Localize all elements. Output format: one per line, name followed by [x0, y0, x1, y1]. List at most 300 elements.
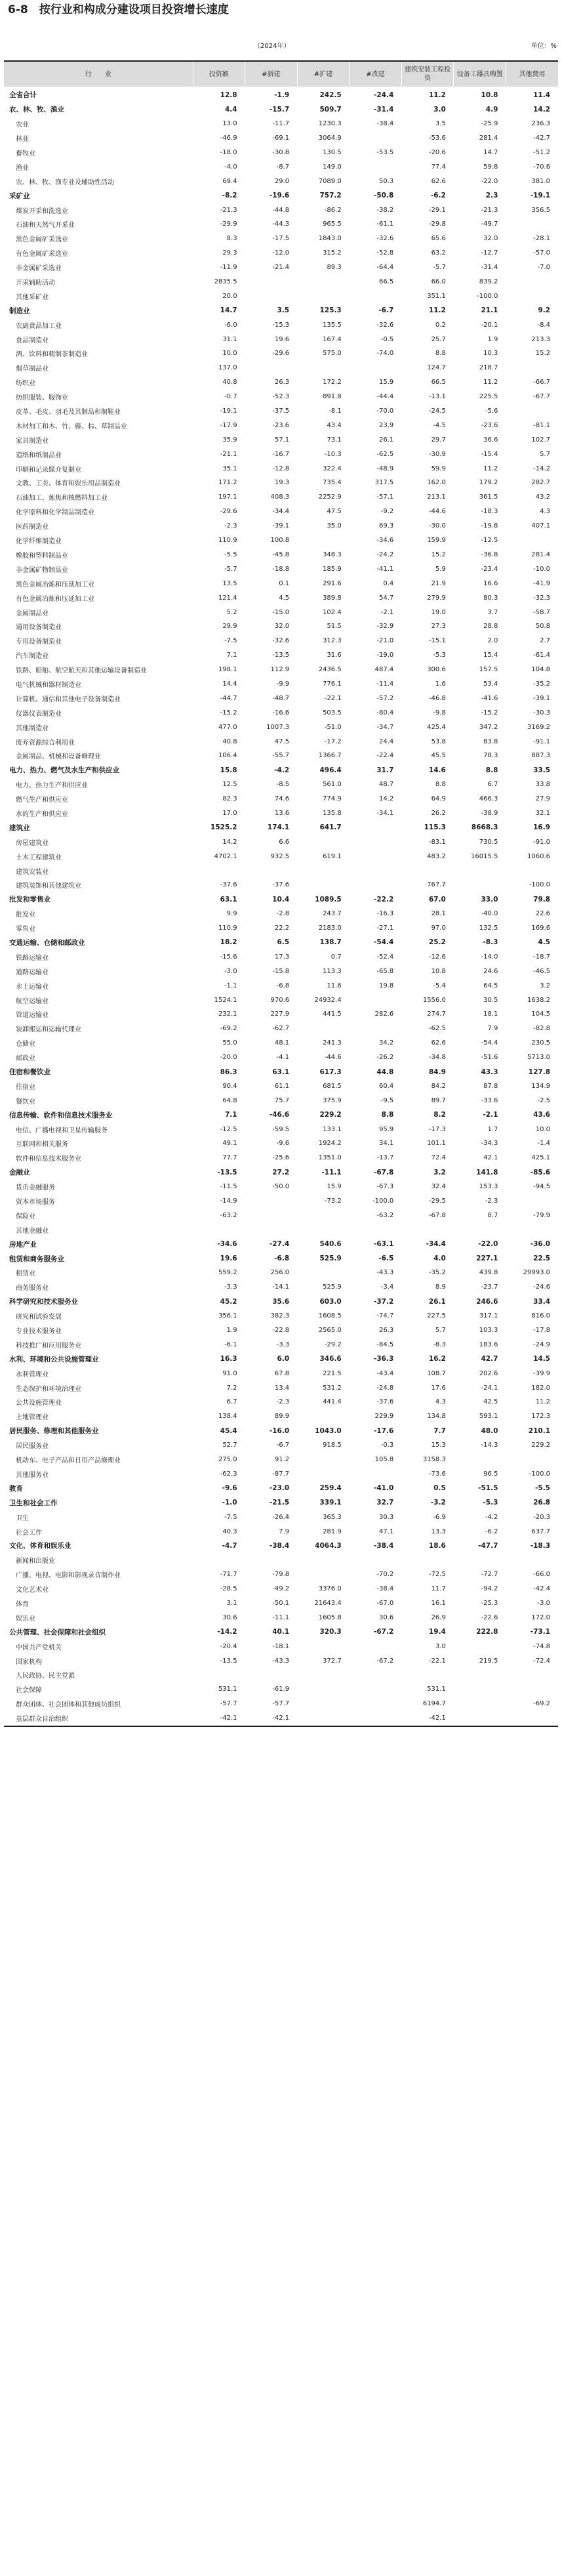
expansion-value: 603.0 — [319, 1297, 342, 1306]
investment-value: -8.2 — [222, 192, 237, 200]
industry-label: 社会保障 — [16, 1687, 42, 1695]
reconstruction-value: -84.5 — [376, 1340, 394, 1348]
investment-value: 91.0 — [222, 1369, 237, 1377]
industry-subcategory-row — [4, 907, 558, 921]
industry-subcategory-row — [4, 1510, 558, 1524]
industry-subcategory-row — [4, 1582, 558, 1596]
new-value: -45.8 — [272, 551, 290, 558]
other-value: -24.9 — [533, 1340, 550, 1348]
expansion-value: 7089.0 — [318, 177, 342, 185]
reconstruction-value: -17.6 — [374, 1426, 394, 1435]
reconstruction-value: -38.4 — [376, 1585, 394, 1593]
industry-label: 农、林、牧、渔业 — [9, 106, 64, 114]
equipment-value: 2.0 — [487, 637, 498, 645]
industry-subcategory-row — [4, 734, 558, 749]
industry-label: 居民服务、修理和其他服务业 — [9, 1427, 99, 1436]
construction-value: 77.4 — [431, 163, 446, 171]
industry-subcategory-row — [4, 519, 558, 533]
expansion-value — [297, 1409, 350, 1424]
other-value: 637.7 — [531, 1527, 550, 1535]
reconstruction-value: -34.7 — [376, 723, 394, 731]
construction-value: -22.1 — [428, 1657, 446, 1665]
other-value: -58.7 — [533, 608, 550, 616]
equipment-value: -15.2 — [481, 709, 498, 717]
equipment-value: -51.5 — [478, 1484, 498, 1493]
construction-value: -5.4 — [433, 982, 446, 989]
other-value — [506, 217, 558, 232]
industry-label: 石油加工、炼焦和核燃料加工业 — [16, 495, 108, 503]
other-value: 14.5 — [533, 1355, 550, 1363]
other-value: 887.3 — [531, 752, 550, 760]
reconstruction-value: -32.9 — [376, 623, 394, 631]
equipment-value: -49.7 — [481, 220, 498, 228]
new-value: -23.0 — [269, 1484, 290, 1493]
new-value: -4.2 — [274, 766, 290, 774]
industry-label: 公共管理、社会保障和社会组织 — [9, 1628, 106, 1636]
construction-value: 16.1 — [431, 1599, 446, 1607]
equipment-value: 59.8 — [483, 163, 498, 171]
new-value: -12.8 — [272, 465, 290, 472]
construction-value: -8.3 — [433, 1340, 446, 1348]
other-value: -14.2 — [533, 465, 550, 472]
other-value: 172.3 — [531, 1413, 550, 1421]
reconstruction-value: -67.8 — [374, 1168, 394, 1176]
industry-label: 文教、工美、体育和娱乐用品制造业 — [16, 480, 121, 488]
construction-value: 11.2 — [428, 91, 446, 99]
construction-value: 279.9 — [427, 594, 446, 602]
industry-subcategory-row — [4, 1337, 558, 1352]
new-value: -37.5 — [272, 407, 290, 415]
investment-value: 15.8 — [220, 766, 237, 774]
construction-value: 351.1 — [427, 292, 446, 300]
investment-value: -37.6 — [220, 881, 237, 889]
industry-label: 有色金属矿采选业 — [16, 251, 68, 259]
expansion-value: 21643.4 — [314, 1599, 342, 1607]
investment-value: 12.5 — [222, 781, 237, 789]
industry-subcategory-row — [4, 1381, 558, 1395]
investment-value: 40.3 — [222, 1527, 237, 1535]
investment-value: 40.8 — [222, 379, 237, 386]
construction-value: 7.7 — [433, 1426, 446, 1435]
expansion-value: 509.7 — [319, 105, 342, 114]
investment-value: -69.2 — [220, 1025, 237, 1033]
expansion-value: 348.3 — [323, 551, 342, 558]
new-value: 10.4 — [272, 895, 290, 904]
industry-subcategory-row — [4, 1639, 558, 1653]
construction-value: -6.9 — [433, 1513, 446, 1521]
expansion-value: -86.2 — [324, 206, 342, 214]
equipment-value: 225.5 — [479, 393, 498, 401]
industry-label: 采矿业 — [9, 192, 30, 200]
reconstruction-value: 19.8 — [379, 982, 394, 989]
industry-label: 居民服务业 — [16, 1443, 49, 1451]
other-value: -69.2 — [533, 1700, 550, 1708]
other-value: 43.6 — [533, 1111, 550, 1119]
industry-subcategory-row — [4, 749, 558, 763]
industry-subcategory-row — [4, 720, 558, 734]
industry-category-row — [4, 1625, 558, 1639]
equipment-value: -25.3 — [481, 1599, 498, 1607]
equipment-value: -41.6 — [481, 694, 498, 702]
equipment-value: 7.9 — [487, 1025, 498, 1033]
equipment-value — [454, 1668, 506, 1682]
reconstruction-value — [350, 835, 402, 849]
investment-value: -63.2 — [220, 1211, 237, 1219]
other-value: 26.8 — [533, 1499, 550, 1507]
equipment-value: 16015.5 — [471, 852, 498, 860]
equipment-value — [454, 1697, 506, 1711]
reconstruction-value: -11.4 — [376, 680, 394, 688]
table-body — [4, 87, 558, 1726]
equipment-value: 10.3 — [483, 350, 498, 358]
investment-value: 6.7 — [226, 1398, 237, 1406]
reconstruction-value — [350, 1222, 402, 1237]
industry-subcategory-row — [4, 1610, 558, 1625]
reconstruction-value — [350, 863, 402, 878]
new-value: 970.6 — [270, 996, 290, 1004]
other-value: -94.5 — [533, 1183, 550, 1191]
new-value: -61.9 — [272, 1686, 290, 1693]
other-value: -17.8 — [533, 1327, 550, 1335]
equipment-value: -14.0 — [481, 953, 498, 961]
industry-subcategory-row — [4, 275, 558, 289]
other-value: -100.0 — [529, 1470, 550, 1478]
new-value: 382.3 — [270, 1312, 290, 1320]
equipment-value: 466.3 — [479, 795, 498, 803]
investment-value: 9.9 — [226, 910, 237, 918]
construction-value — [401, 1553, 454, 1568]
reconstruction-value: -44.4 — [376, 393, 394, 401]
other-value — [506, 289, 558, 303]
expansion-value: 372.7 — [323, 1657, 342, 1665]
equipment-value: 202.6 — [479, 1369, 498, 1377]
equipment-value: -8.3 — [483, 938, 498, 947]
construction-value: 300.6 — [427, 666, 446, 674]
construction-value: 3.0 — [433, 105, 446, 114]
construction-value: 15.2 — [431, 551, 446, 558]
investment-value: -21.3 — [220, 206, 237, 214]
construction-value: 227.5 — [427, 1312, 446, 1320]
equipment-value: 11.2 — [483, 465, 498, 472]
other-value: 5.7 — [540, 450, 550, 458]
investment-value: -15.2 — [220, 709, 237, 717]
investment-value: 63.1 — [220, 895, 237, 904]
industry-label: 建筑业 — [9, 823, 30, 832]
equipment-value: -22.6 — [481, 1613, 498, 1621]
construction-value: 115.3 — [424, 823, 446, 832]
investment-value: 90.4 — [222, 1082, 237, 1090]
new-value: -44.3 — [272, 220, 290, 228]
other-value: 281.4 — [531, 551, 550, 558]
construction-value: 6194.7 — [422, 1700, 446, 1708]
reconstruction-value: 487.4 — [374, 666, 394, 674]
equipment-value: 153.3 — [479, 1183, 498, 1191]
investment-value: 4.4 — [224, 105, 237, 114]
industry-subcategory-row — [4, 260, 558, 275]
new-value — [245, 275, 298, 289]
construction-value: 19.0 — [431, 608, 446, 616]
other-value: -28.1 — [533, 235, 550, 243]
investment-value: 77.7 — [222, 1154, 237, 1162]
industry-subcategory-row — [4, 1697, 558, 1711]
construction-value: 29.7 — [431, 436, 446, 444]
reconstruction-value: -3.4 — [380, 1283, 394, 1291]
other-value — [506, 275, 558, 289]
header-other: 其他费用 — [506, 61, 558, 87]
construction-value: 53.8 — [431, 737, 446, 745]
equipment-value — [454, 878, 506, 892]
reconstruction-value: -70.0 — [376, 407, 394, 415]
reconstruction-value — [350, 1682, 402, 1697]
expansion-value: 525.9 — [323, 1283, 342, 1291]
investment-value: -29.9 — [220, 220, 237, 228]
construction-value: 27.3 — [431, 623, 446, 631]
expansion-value: 113.3 — [323, 967, 342, 975]
industry-subcategory-row — [4, 232, 558, 246]
investment-value: 1525.2 — [211, 823, 237, 832]
new-value: 57.1 — [274, 436, 290, 444]
construction-value: -42.1 — [428, 1714, 446, 1722]
new-value: -6.8 — [274, 1255, 290, 1263]
expansion-value: 441.5 — [323, 1010, 342, 1018]
investment-value: -11.9 — [220, 264, 237, 272]
construction-value: 17.6 — [431, 1384, 446, 1392]
investment-value: 138.4 — [218, 1413, 237, 1421]
reconstruction-value: -54.4 — [374, 938, 394, 947]
expansion-value: 242.5 — [319, 91, 342, 99]
construction-value: 21.9 — [431, 579, 446, 587]
investment-value: 106.4 — [218, 752, 237, 760]
other-value — [506, 1453, 558, 1467]
construction-value: 16.2 — [428, 1355, 446, 1363]
construction-value: -83.1 — [428, 838, 446, 846]
industry-subcategory-row — [4, 1653, 558, 1668]
expansion-value: 221.5 — [323, 1369, 342, 1377]
reconstruction-value — [350, 993, 402, 1007]
equipment-value: 6.7 — [487, 781, 498, 789]
expansion-value: -44.6 — [324, 1054, 342, 1062]
equipment-value: -24.1 — [481, 1384, 498, 1392]
expansion-value: 891.8 — [323, 393, 342, 401]
expansion-value: 241.3 — [323, 1039, 342, 1047]
industry-label: 其他金融业 — [16, 1227, 49, 1235]
equipment-value — [454, 863, 506, 878]
other-value: 32.1 — [535, 809, 550, 817]
construction-value: -67.8 — [428, 1211, 446, 1219]
industry-label: 家具制造业 — [16, 437, 49, 445]
other-value: 102.7 — [531, 436, 550, 444]
expansion-value: 496.4 — [319, 766, 342, 774]
investment-value: 7.1 — [226, 652, 237, 659]
industry-label: 金属制品业 — [16, 610, 49, 617]
expansion-value — [297, 1682, 350, 1697]
industry-subcategory-row — [4, 1136, 558, 1151]
equipment-value: 179.2 — [479, 479, 498, 487]
header-expansion: #扩建 — [297, 61, 350, 87]
industry-subcategory-row — [4, 1280, 558, 1295]
expansion-value: 575.0 — [323, 350, 342, 358]
investment-value: 18.2 — [220, 938, 237, 947]
other-value: 104.8 — [531, 666, 550, 674]
equipment-value: 2.3 — [485, 192, 498, 200]
industry-label: 电力、热力生产和供应业 — [16, 782, 88, 790]
industry-subcategory-row — [4, 548, 558, 562]
construction-value: 0.5 — [433, 1484, 446, 1493]
investment-value: 110.9 — [218, 537, 237, 545]
equipment-value: 730.5 — [479, 838, 498, 846]
new-value: -8.7 — [276, 163, 290, 171]
equipment-value: -5.3 — [483, 1499, 498, 1507]
industry-label: 科学研究和技术服务业 — [9, 1298, 78, 1306]
industry-label: 人民政协、民主党派 — [16, 1672, 75, 1680]
reconstruction-value: 31.7 — [376, 766, 394, 774]
other-value: 14.2 — [533, 105, 550, 114]
industry-label: 电信、广播电视和卫星传输服务 — [16, 1127, 108, 1134]
reconstruction-value: 34.2 — [379, 1039, 394, 1047]
investment-value: -42.1 — [220, 1714, 237, 1722]
expansion-value: 89.3 — [327, 264, 342, 272]
expansion-value: 774.9 — [323, 795, 342, 803]
other-value: 213.3 — [531, 335, 550, 343]
equipment-value: 16.6 — [483, 579, 498, 587]
construction-value: 8.9 — [435, 1283, 446, 1291]
industry-label: 土木工程建筑业 — [16, 854, 62, 862]
other-value: -46.5 — [533, 967, 550, 975]
reconstruction-value: -32.6 — [376, 321, 394, 329]
industry-label: 电力、热力、燃气及水生产和供应业 — [9, 766, 119, 775]
new-value: -46.6 — [269, 1111, 290, 1119]
equipment-value: 15.4 — [483, 652, 498, 659]
header-investment: 投资额 — [193, 61, 245, 87]
new-value: -48.7 — [272, 694, 290, 702]
other-value: -2.5 — [537, 1096, 550, 1104]
construction-value: 159.9 — [427, 537, 446, 545]
reconstruction-value — [350, 1553, 402, 1568]
construction-value: 25.2 — [428, 938, 446, 947]
reconstruction-value: 48.7 — [379, 781, 394, 789]
construction-value: 483.2 — [427, 852, 446, 860]
construction-value: 64.9 — [431, 795, 446, 803]
equipment-value: -94.2 — [481, 1585, 498, 1593]
equipment-value: -33.6 — [481, 1096, 498, 1104]
reconstruction-value: 30.6 — [379, 1613, 394, 1621]
industry-label: 租赁和商务服务业 — [9, 1255, 64, 1263]
other-value: 4.3 — [540, 508, 550, 516]
industry-label: 专业技术服务业 — [16, 1328, 62, 1336]
industry-label: 黑色金属冶炼和压延加工业 — [16, 581, 94, 589]
reconstruction-value: -24.8 — [376, 1384, 394, 1392]
new-value: -49.2 — [272, 1585, 290, 1593]
industry-label: 水的生产和供应业 — [16, 810, 68, 818]
industry-subcategory-row — [4, 432, 558, 447]
expansion-value: 735.4 — [323, 479, 342, 487]
reconstruction-value: -41.1 — [376, 565, 394, 573]
equipment-value: 30.5 — [483, 996, 498, 1004]
investment-value: -12.5 — [220, 1125, 237, 1133]
industry-label: 管道运输业 — [16, 1012, 49, 1020]
new-value: 100.8 — [270, 537, 290, 545]
reconstruction-value: -67.0 — [376, 1599, 394, 1607]
industry-category-row — [4, 892, 558, 907]
other-value: 182.0 — [531, 1384, 550, 1392]
investment-value: 12.8 — [220, 91, 237, 99]
equipment-value: -2.3 — [485, 1197, 498, 1205]
expansion-value: 1089.5 — [315, 895, 342, 904]
new-value — [245, 1553, 298, 1568]
industry-subcategory-row — [4, 1309, 558, 1323]
investment-value: 110.9 — [218, 924, 237, 932]
expansion-value: -17.2 — [324, 737, 342, 745]
equipment-value: 361.5 — [479, 493, 498, 501]
construction-value: -30.9 — [428, 450, 446, 458]
new-value: -21.4 — [272, 264, 290, 272]
investment-value: -71.7 — [220, 1571, 237, 1579]
other-value: 381.0 — [531, 177, 550, 185]
industry-label: 专用设备制造业 — [16, 638, 62, 646]
reconstruction-value: -13.7 — [376, 1154, 394, 1162]
new-value: 174.1 — [267, 823, 290, 832]
industry-label: 制造业 — [9, 306, 30, 315]
reconstruction-value: -43.4 — [376, 1369, 394, 1377]
investment-value: 14.2 — [222, 838, 237, 846]
industry-label: 研究和试验发展 — [16, 1314, 62, 1321]
industry-label: 建筑装饰和其他建筑业 — [16, 883, 81, 890]
reconstruction-value — [350, 131, 402, 146]
expansion-value — [297, 289, 350, 303]
new-value: -16.6 — [272, 709, 290, 717]
construction-value: 425.4 — [427, 723, 446, 731]
industry-label: 保险业 — [16, 1213, 35, 1220]
industry-category-row — [4, 1539, 558, 1553]
construction-value: 63.2 — [431, 249, 446, 257]
investment-value: 137.0 — [218, 364, 237, 372]
equipment-value: -31.4 — [481, 264, 498, 272]
new-value: -62.7 — [272, 1025, 290, 1033]
reconstruction-value: -31.4 — [374, 105, 394, 114]
industry-label: 酒、饮料和精制茶制造业 — [16, 351, 88, 359]
new-value: 67.8 — [274, 1369, 290, 1377]
investment-value: -7.5 — [224, 637, 237, 645]
construction-value: 162.0 — [427, 479, 446, 487]
reconstruction-value: 95.9 — [379, 1125, 394, 1133]
industry-label: 其他制造业 — [16, 724, 49, 732]
industry-subcategory-row — [4, 1122, 558, 1136]
other-value: 50.8 — [535, 623, 550, 631]
industry-label: 烟草制品业 — [16, 365, 49, 373]
industry-subcategory-row — [4, 605, 558, 619]
investment-value: 7.2 — [226, 1384, 237, 1392]
expansion-value: 1608.5 — [318, 1312, 342, 1320]
industry-label: 批发和零售业 — [9, 896, 50, 904]
equipment-value: 4.9 — [485, 105, 498, 114]
expansion-value — [297, 1208, 350, 1222]
reconstruction-value: -21.0 — [376, 637, 394, 645]
equipment-value: 87.8 — [483, 1082, 498, 1090]
other-value: 134.9 — [531, 1082, 550, 1090]
investment-value: 232.1 — [218, 1010, 237, 1018]
construction-value: -73.6 — [428, 1470, 446, 1478]
industry-label: 社会工作 — [16, 1529, 42, 1537]
new-value: -42.1 — [272, 1714, 290, 1722]
expansion-value: 51.5 — [327, 623, 342, 631]
construction-value: 4.0 — [433, 1255, 446, 1263]
investment-value: -13.5 — [220, 1657, 237, 1665]
industry-subcategory-row — [4, 1036, 558, 1050]
other-value: -41.9 — [533, 579, 550, 587]
equipment-value: -12.5 — [481, 537, 498, 545]
other-value: 15.2 — [535, 350, 550, 358]
expansion-value: 365.3 — [323, 1513, 342, 1521]
